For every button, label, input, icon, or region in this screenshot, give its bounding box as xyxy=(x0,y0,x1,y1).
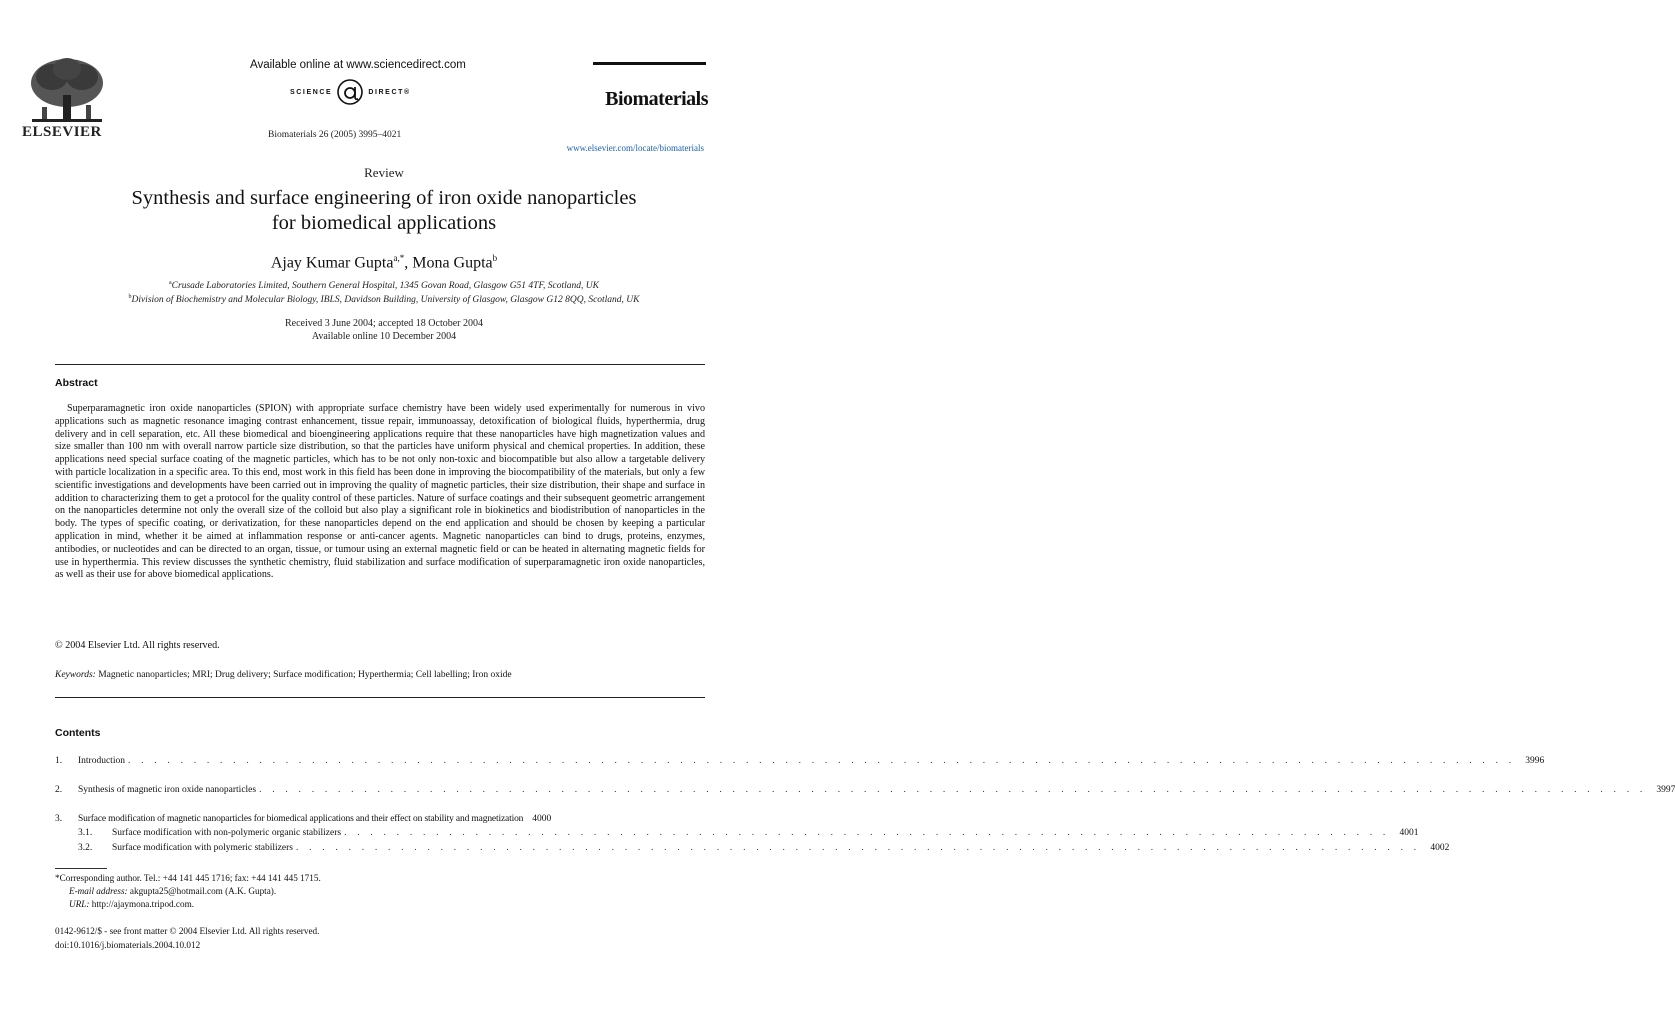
toc-entry[interactable] xyxy=(55,785,1675,795)
toc-title: Surface modification of magnetic nanoparticles for biomedical applications and their effect on stability and magnetization xyxy=(78,814,524,824)
author-affil-mark: a,* xyxy=(393,253,405,263)
toc-title: Surface modification with non-polymeric organic stabilizers xyxy=(112,828,342,838)
email-address[interactable]: akgupta25@hotmail.com (A.K. Gupta). xyxy=(129,886,277,896)
affiliation-mark: b xyxy=(128,294,132,300)
email-label: E-mail address: xyxy=(69,886,128,896)
received-date: Received 3 June 2004; accepted 18 October 2004 xyxy=(285,318,483,329)
sciencedirect-logo xyxy=(290,78,411,106)
toc-entry[interactable] xyxy=(55,828,1419,838)
available-date: Available online 10 December 2004 xyxy=(311,331,457,342)
toc-page: 3996 xyxy=(1525,756,1545,766)
sd-left-text: SCIENCE xyxy=(290,88,333,96)
toc-page: 4001 xyxy=(1399,828,1419,838)
toc-title: Introduction xyxy=(78,756,125,766)
issn-line: 0142-9612/$ - see front matter © 2004 Elsevier Ltd. All rights reserved. xyxy=(55,926,320,936)
affiliation-text: Crusade Laboratories Limited, Southern General Hospital, 1345 Govan Road, Glasgow G51 4TF, Scotland, UK xyxy=(171,281,599,292)
toc-title: Surface modification with polymeric stabilizers xyxy=(112,843,293,853)
toc-leader: . . . . . . . . . . . . . . . . . . . . . . . . . . . . . . . . . . . . . . . . . . . . . . . . . . . . . . . . . . . . . . . . . . . . . . . . . . . . . . . . xyxy=(344,828,1390,838)
abstract-body xyxy=(55,403,705,582)
footnote-rule xyxy=(55,868,107,869)
abstract-heading: Abstract xyxy=(55,377,98,389)
divider xyxy=(55,364,705,365)
at-sign-icon xyxy=(336,78,364,106)
author-name: Ajay Kumar Gupta xyxy=(270,254,394,272)
keywords-label: Keywords: xyxy=(55,670,96,680)
toc-leader: . . . . . . . . . . . . . . . . . . . . . . . . . . . . . . . . . . . . . . . . . . . . . . . . . . . . . . . . . . . . . . . . . . . . . . . . . . . . . . . . . . . . . . xyxy=(295,843,1421,853)
toc-page: 4000 xyxy=(532,814,552,824)
toc-number: 1. xyxy=(55,756,63,766)
article-type: Review xyxy=(364,165,404,180)
corresponding-author-note: *Corresponding author. Tel.: +44 141 445 1716; fax: +44 141 445 1715. xyxy=(55,873,321,883)
author-separator: , xyxy=(404,254,413,272)
email-note xyxy=(69,885,276,898)
toc-number: 3.1. xyxy=(78,828,93,838)
article-title xyxy=(40,186,728,236)
url-label: URL: xyxy=(69,899,90,909)
url-note xyxy=(69,898,194,911)
author-name: Mona Gupta xyxy=(412,254,493,272)
divider xyxy=(55,697,705,698)
toc-entry[interactable] xyxy=(55,814,705,824)
affiliation-a xyxy=(40,280,728,291)
affiliation-b xyxy=(40,294,728,305)
toc-leader: . . . . . . . . . . . . . . . . . . . . . . . . . . . . . . . . . . . . . . . . . . . . . . . . . . . . . . . . . . . . . . . . . . . . . . . . . . . . . . . . . . . . . . . . . . . . . . . . . . . . . . . . . . xyxy=(127,756,1516,766)
publisher-name: ELSEVIER xyxy=(22,124,102,140)
toc-number: 2. xyxy=(55,785,63,795)
toc-entry[interactable] xyxy=(55,843,1450,853)
author-list xyxy=(0,253,768,272)
title-line-1: Synthesis and surface engineering of iron oxide nanoparticles xyxy=(131,187,637,209)
title-line-2: for biomedical applications xyxy=(271,212,497,234)
author-affil-mark: b xyxy=(492,253,498,263)
abstract-copyright: © 2004 Elsevier Ltd. All rights reserved. xyxy=(55,640,220,651)
journal-url-link[interactable]: www.elsevier.com/locate/biomaterials xyxy=(566,143,704,153)
keywords-text: Magnetic nanoparticles; MRI; Drug delivery; Surface modification; Hyperthermia; Cell labelling; Iron oxide xyxy=(98,670,512,680)
toc-page: 4002 xyxy=(1430,843,1450,853)
doi-line[interactable]: doi:10.1016/j.biomaterials.2004.10.012 xyxy=(55,940,201,950)
toc-leader: . . . . . . . . . . . . . . . . . . . . . . . . . . . . . . . . . . . . . . . . . . . . . . . . . . . . . . . . . . . . . . . . . . . . . . . . . . . . . . . . . . . . . . . . . . . . . . . . . . . . . . . . . . xyxy=(259,785,1647,795)
available-online-text: Available online at www.sciencedirect.com xyxy=(250,59,466,71)
toc-entry[interactable] xyxy=(55,756,1545,766)
sd-right-text: DIRECT® xyxy=(368,88,411,96)
keywords xyxy=(55,670,705,680)
affiliation-text: Division of Biochemistry and Molecular Biology, IBLS, Davidson Building, University of Glasgow, Glasgow G12 8QQ, Scotland, UK xyxy=(131,295,640,306)
toc-number: 3.2. xyxy=(78,843,93,853)
journal-citation: Biomaterials 26 (2005) 3995–4021 xyxy=(268,130,402,140)
toc-number: 3. xyxy=(55,814,63,824)
affiliation-mark: a xyxy=(168,280,172,286)
journal-title: Biomaterials xyxy=(605,88,708,110)
toc-page: 3997 xyxy=(1656,785,1675,795)
toc-title: Synthesis of magnetic iron oxide nanoparticles xyxy=(78,785,257,795)
abstract-text: Superparamagnetic iron oxide nanoparticles (SPION) with appropriate surface chemistry have been widely used experimentally for numerous in vivo applications such as magnetic resonance imaging contrast enhancement, tissue repair, immunoassay, detoxification of biological fluids, hyperthermia, drug delivery and in cell separation, etc. All these biomedical and bioengineering applications require that these nanoparticles have high magnetization values and size smaller than 100 nm with overall narrow particle size distribution, so that the particles have uniform physical and chemical properties. In addition, these applications need special surface coating of the magnetic particles, which has to be not only non-toxic and biocompatible but also allow a targetable delivery with particle localization in a specific area. To this end, most work in this field has been done in improving the biocompatibility of the materials, but only a few scientific investigations and developments have been carried out in improving the quality of magnetic particles, their size distribution, their shape and surface in addition to characterizing them to get a protocol for the quality control of these particles. Nature of surface coatings and their subsequent geometric arrangement on the nanoparticles determine not only the overall size of the colloid but also play a significant role in biokinetics and biodistribution of nanoparticles in the body. The types of specific coating, or derivatization, for these nanoparticles depend on the end application and should be chosen by keeping a particular application in mind, whether it be aimed at inflammation response or anti-cancer agents. Magnetic nanoparticles can bind to drugs, proteins, enzymes, antibodies, or nucleotides and can be directed to an organ, tissue, or tumour using an external magnetic field or can be heated in alternating magnetic fields for use in hyperthermia. This review discusses the synthetic chemistry, fluid stabilization and surface modification of superparamagnetic iron oxide nanoparticles, as well as their use for above biomedical applications. xyxy=(55,403,705,581)
author-url[interactable]: http://ajaymona.tripod.com. xyxy=(91,899,195,909)
contents-heading: Contents xyxy=(55,727,101,739)
journal-rule xyxy=(593,62,706,65)
elsevier-tree-logo xyxy=(22,55,112,131)
